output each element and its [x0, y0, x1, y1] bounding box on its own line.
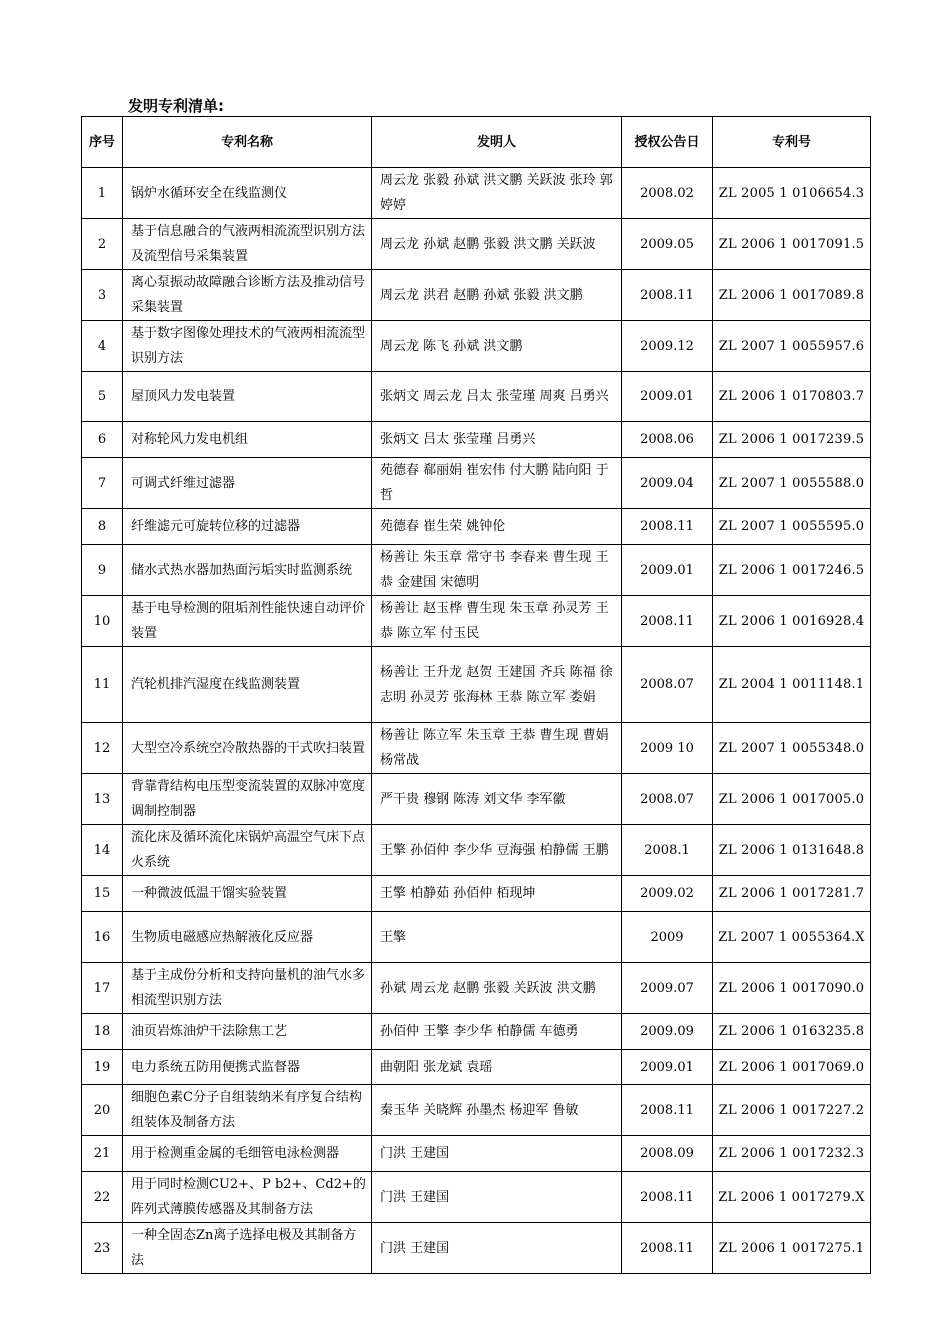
row-inventors: 杨善让 朱玉章 常守书 李春来 曹生现 王恭 金建国 宋德明 — [372, 545, 622, 596]
row-inventors: 王擎 — [372, 912, 622, 963]
header-number: 专利号 — [713, 117, 871, 168]
row-no: 23 — [82, 1223, 123, 1274]
table-row — [82, 1136, 871, 1172]
row-no: 11 — [82, 647, 123, 723]
row-no: 6 — [82, 422, 123, 458]
table-row — [82, 1014, 871, 1050]
row-date: 2009.01 — [622, 1050, 713, 1085]
row-name: 背靠背结构电压型变流装置的双脉冲宽度调制控制器 — [123, 774, 372, 825]
table-row — [82, 372, 871, 422]
row-date: 2008.06 — [622, 422, 713, 458]
row-date: 2008.11 — [622, 270, 713, 321]
row-name: 储水式热水器加热面污垢实时监测系统 — [123, 545, 372, 596]
row-number: ZL 2006 1 0017227.2 — [713, 1085, 871, 1136]
row-number: ZL 2006 1 0163235.8 — [713, 1014, 871, 1050]
table-row — [82, 723, 871, 774]
row-no: 13 — [82, 774, 123, 825]
row-inventors: 门洪 王建国 — [372, 1136, 622, 1172]
row-number: ZL 2006 1 0017090.0 — [713, 963, 871, 1014]
row-number: ZL 2004 1 0011148.1 — [713, 647, 871, 723]
row-date: 2009.05 — [622, 219, 713, 270]
table-row — [82, 458, 871, 509]
row-number: ZL 2006 1 0017246.5 — [713, 545, 871, 596]
table-row — [82, 509, 871, 545]
row-number: ZL 2006 1 0017091.5 — [713, 219, 871, 270]
row-name: 生物质电磁感应热解液化反应器 — [123, 912, 372, 963]
row-number: ZL 2007 1 0055588.0 — [713, 458, 871, 509]
row-no: 4 — [82, 321, 123, 372]
row-date: 2008.07 — [622, 774, 713, 825]
row-inventors: 周云龙 陈飞 孙斌 洪文鹏 — [372, 321, 622, 372]
row-number: ZL 2007 1 0055364.X — [713, 912, 871, 963]
row-inventors: 王擎 柏静茹 孙佰仲 栢现坤 — [372, 876, 622, 912]
row-date: 2009.07 — [622, 963, 713, 1014]
row-number: ZL 2007 1 0055348.0 — [713, 723, 871, 774]
row-number: ZL 2005 1 0106654.3 — [713, 168, 871, 219]
row-name: 用于同时检测CU2+、P b2+、Cd2+的阵列式薄膜传感器及其制备方法 — [123, 1172, 372, 1223]
row-no: 5 — [82, 372, 123, 422]
row-no: 19 — [82, 1050, 123, 1085]
table-row — [82, 596, 871, 647]
row-date: 2009.09 — [622, 1014, 713, 1050]
row-no: 14 — [82, 825, 123, 876]
row-no: 18 — [82, 1014, 123, 1050]
row-date: 2008.1 — [622, 825, 713, 876]
row-date: 2008.02 — [622, 168, 713, 219]
row-name: 可调式纤维过滤器 — [123, 458, 372, 509]
table-row — [82, 825, 871, 876]
row-date: 2008.07 — [622, 647, 713, 723]
row-inventors: 孙斌 周云龙 赵鹏 张毅 关跃波 洪文鹏 — [372, 963, 622, 1014]
row-inventors: 杨善让 王升龙 赵贺 王建国 齐兵 陈福 徐志明 孙灵芳 张海林 王恭 陈立军 娄娟 — [372, 647, 622, 723]
row-no: 17 — [82, 963, 123, 1014]
row-number: ZL 2006 1 0017239.5 — [713, 422, 871, 458]
row-name: 流化床及循环流化床锅炉高温空气床下点火系统 — [123, 825, 372, 876]
row-number: ZL 2006 1 0016928.4 — [713, 596, 871, 647]
header-date: 授权公告日 — [622, 117, 713, 168]
row-name: 纤维滤元可旋转位移的过滤器 — [123, 509, 372, 545]
table-header-row — [82, 117, 871, 168]
row-number: ZL 2006 1 0017005.0 — [713, 774, 871, 825]
table-row — [82, 1085, 871, 1136]
row-number: ZL 2006 1 0017069.0 — [713, 1050, 871, 1085]
row-number: ZL 2006 1 0017279.X — [713, 1172, 871, 1223]
row-inventors: 周云龙 洪君 赵鹏 孙斌 张毅 洪文鹏 — [372, 270, 622, 321]
row-no: 22 — [82, 1172, 123, 1223]
row-name: 电力系统五防用便携式监督器 — [123, 1050, 372, 1085]
row-number: ZL 2006 1 0017089.8 — [713, 270, 871, 321]
row-name: 锅炉水循环安全在线监测仪 — [123, 168, 372, 219]
row-date: 2008.11 — [622, 1172, 713, 1223]
header-no: 序号 — [82, 117, 123, 168]
row-date: 2009.04 — [622, 458, 713, 509]
row-inventors: 周云龙 张毅 孙斌 洪文鹏 关跃波 张玲 郭婷婷 — [372, 168, 622, 219]
row-no: 10 — [82, 596, 123, 647]
row-inventors: 门洪 王建国 — [372, 1223, 622, 1274]
row-number: ZL 2006 1 0131648.8 — [713, 825, 871, 876]
table-row — [82, 912, 871, 963]
table-row — [82, 168, 871, 219]
row-no: 8 — [82, 509, 123, 545]
row-name: 对称轮风力发电机组 — [123, 422, 372, 458]
row-date: 2009.02 — [622, 876, 713, 912]
row-number: ZL 2006 1 0017232.3 — [713, 1136, 871, 1172]
row-no: 9 — [82, 545, 123, 596]
table-row — [82, 1223, 871, 1274]
row-inventors: 王擎 孙佰仲 李少华 豆海强 柏静儒 王鹏 — [372, 825, 622, 876]
row-date: 2008.11 — [622, 1223, 713, 1274]
row-inventors: 杨善让 赵玉桦 曹生现 朱玉章 孙灵芳 王恭 陈立军 付玉民 — [372, 596, 622, 647]
row-number: ZL 2007 1 0055957.6 — [713, 321, 871, 372]
table-row — [82, 647, 871, 723]
row-no: 20 — [82, 1085, 123, 1136]
row-date: 2009 — [622, 912, 713, 963]
row-inventors: 门洪 王建国 — [372, 1172, 622, 1223]
row-name: 离心泵振动故障融合诊断方法及推动信号采集装置 — [123, 270, 372, 321]
table-row — [82, 270, 871, 321]
row-number: ZL 2006 1 0017281.7 — [713, 876, 871, 912]
row-inventors: 杨善让 陈立军 朱玉章 王恭 曹生现 曹娟 杨常战 — [372, 723, 622, 774]
table-row — [82, 876, 871, 912]
row-date: 2008.09 — [622, 1136, 713, 1172]
row-name: 大型空冷系统空冷散热器的干式吹扫装置 — [123, 723, 372, 774]
row-date: 2008.11 — [622, 1085, 713, 1136]
row-name: 用于检测重金属的毛细管电泳检测器 — [123, 1136, 372, 1172]
row-name: 一种微波低温干馏实验装置 — [123, 876, 372, 912]
row-date: 2009.12 — [622, 321, 713, 372]
row-inventors: 曲朝阳 张龙斌 袁瑶 — [372, 1050, 622, 1085]
row-inventors: 苑德春 崔生荣 姚钟伦 — [372, 509, 622, 545]
table-row — [82, 545, 871, 596]
page-title: 发明专利清单: — [128, 97, 224, 115]
row-no: 3 — [82, 270, 123, 321]
row-name: 基于信息融合的气液两相流流型识别方法及流型信号采集装置 — [123, 219, 372, 270]
row-inventors: 严干贵 穆钢 陈涛 刘文华 李军徽 — [372, 774, 622, 825]
table-row — [82, 774, 871, 825]
header-name: 专利名称 — [123, 117, 372, 168]
table-row — [82, 1050, 871, 1085]
row-no: 15 — [82, 876, 123, 912]
row-date: 2009.01 — [622, 372, 713, 422]
row-name: 汽轮机排汽湿度在线监测装置 — [123, 647, 372, 723]
table-row — [82, 963, 871, 1014]
row-no: 12 — [82, 723, 123, 774]
row-date: 2008.11 — [622, 596, 713, 647]
row-date: 2009 10 — [622, 723, 713, 774]
row-no: 16 — [82, 912, 123, 963]
row-date: 2009.01 — [622, 545, 713, 596]
table-row — [82, 219, 871, 270]
row-number: ZL 2006 1 0170803.7 — [713, 372, 871, 422]
row-name: 屋顶风力发电装置 — [123, 372, 372, 422]
row-name: 油页岩炼油炉干法除焦工艺 — [123, 1014, 372, 1050]
row-number: ZL 2006 1 0017275.1 — [713, 1223, 871, 1274]
row-name: 基于数字图像处理技术的气液两相流流型识别方法 — [123, 321, 372, 372]
row-name: 细胞色素C分子自组装纳米有序复合结构组装体及制备方法 — [123, 1085, 372, 1136]
table-row — [82, 1172, 871, 1223]
row-inventors: 周云龙 孙斌 赵鹏 张毅 洪文鹏 关跃波 — [372, 219, 622, 270]
row-name: 基于电导检测的阻垢剂性能快速自动评价装置 — [123, 596, 372, 647]
header-inventors: 发明人 — [372, 117, 622, 168]
row-inventors: 孙佰仲 王擎 李少华 柏静儒 车德勇 — [372, 1014, 622, 1050]
row-inventors: 秦玉华 关晓辉 孙墨杰 杨迎军 鲁敏 — [372, 1085, 622, 1136]
row-no: 1 — [82, 168, 123, 219]
row-no: 7 — [82, 458, 123, 509]
patent-table — [81, 116, 871, 1274]
row-no: 2 — [82, 219, 123, 270]
row-inventors: 张炳文 吕太 张莹瑾 吕勇兴 — [372, 422, 622, 458]
row-no: 21 — [82, 1136, 123, 1172]
row-inventors: 张炳文 周云龙 吕太 张莹瑾 周爽 吕勇兴 — [372, 372, 622, 422]
row-name: 基于主成份分析和支持向量机的油气水多相流型识别方法 — [123, 963, 372, 1014]
table-row — [82, 422, 871, 458]
row-date: 2008.11 — [622, 509, 713, 545]
row-name: 一种全固态Zn离子选择电极及其制备方法 — [123, 1223, 372, 1274]
table-row — [82, 321, 871, 372]
row-inventors: 苑德春 郗丽娟 崔宏伟 付大鹏 陆向阳 于哲 — [372, 458, 622, 509]
row-number: ZL 2007 1 0055595.0 — [713, 509, 871, 545]
